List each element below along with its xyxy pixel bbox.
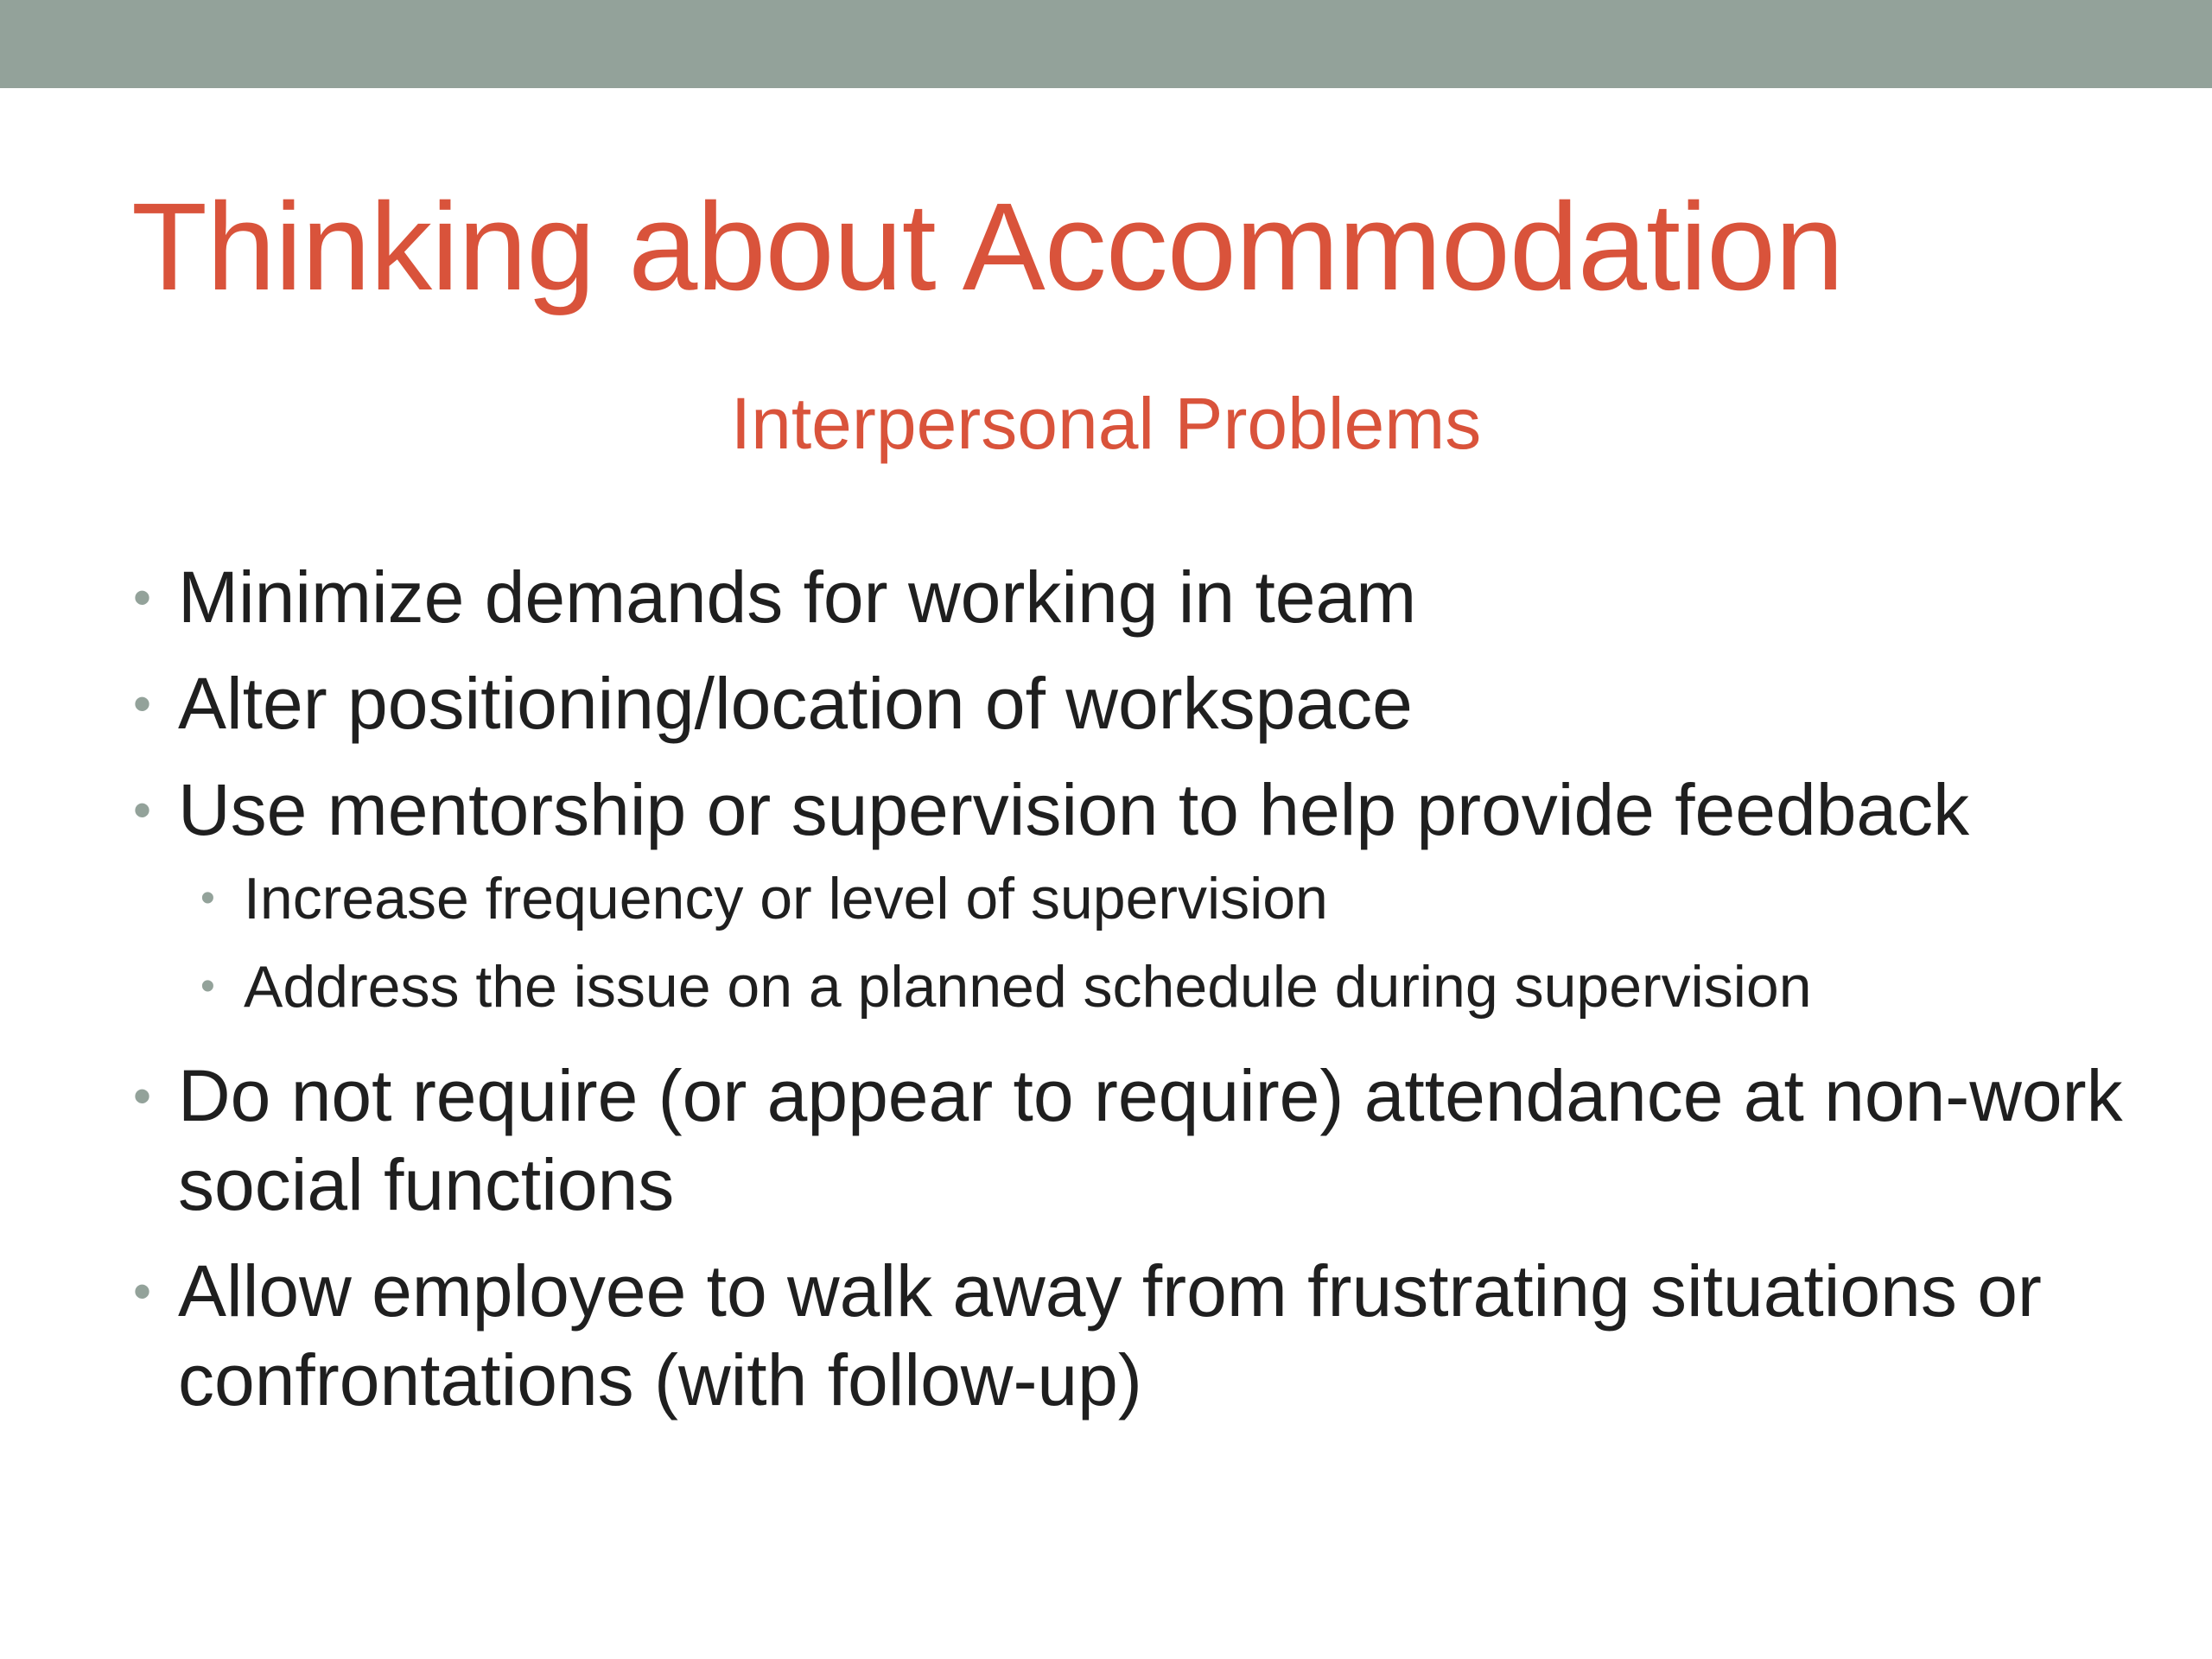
bullet-text: Use mentorship or supervision to help provide feedback — [178, 769, 1970, 850]
bullet-item — [121, 766, 2143, 855]
bullet-dot-icon: • — [133, 1262, 152, 1320]
sub-bullet-dot-icon: • — [200, 963, 215, 1009]
sub-bullet-text: Address the issue on a planned schedule during supervision — [244, 954, 1812, 1020]
bullet-item — [121, 659, 2143, 748]
sub-bullet-dot-icon: • — [200, 875, 215, 921]
bullet-text: Minimize demands for working in team — [178, 556, 1417, 638]
slide-title: Thinking about Accommodation — [131, 177, 1844, 316]
bullet-item — [121, 1052, 2143, 1230]
bullet-dot-icon: • — [133, 781, 152, 839]
slide-subtitle: Interpersonal Problems — [730, 383, 1482, 464]
header-bar — [0, 0, 2212, 88]
bullet-dot-icon: • — [133, 675, 152, 733]
bullet-text: Alter positioning/location of workspace — [178, 663, 1413, 744]
sub-bullet-text: Increase frequency or level of supervision — [244, 866, 1328, 931]
bullet-dot-icon: • — [133, 569, 152, 626]
sub-bullet-item — [121, 855, 2143, 943]
bullet-text: Do not require (or appear to require) attendance at non-work social functions — [178, 1055, 2123, 1225]
bullet-item — [121, 553, 2143, 642]
bullet-dot-icon: • — [133, 1067, 152, 1125]
bullet-list — [121, 553, 2143, 1442]
sub-bullet-list — [121, 855, 2143, 1031]
bullet-item — [121, 1247, 2143, 1425]
bullet-text: Allow employee to walk away from frustrating situations or confrontations (with follow-up) — [178, 1250, 2042, 1421]
sub-bullet-item — [121, 943, 2143, 1031]
